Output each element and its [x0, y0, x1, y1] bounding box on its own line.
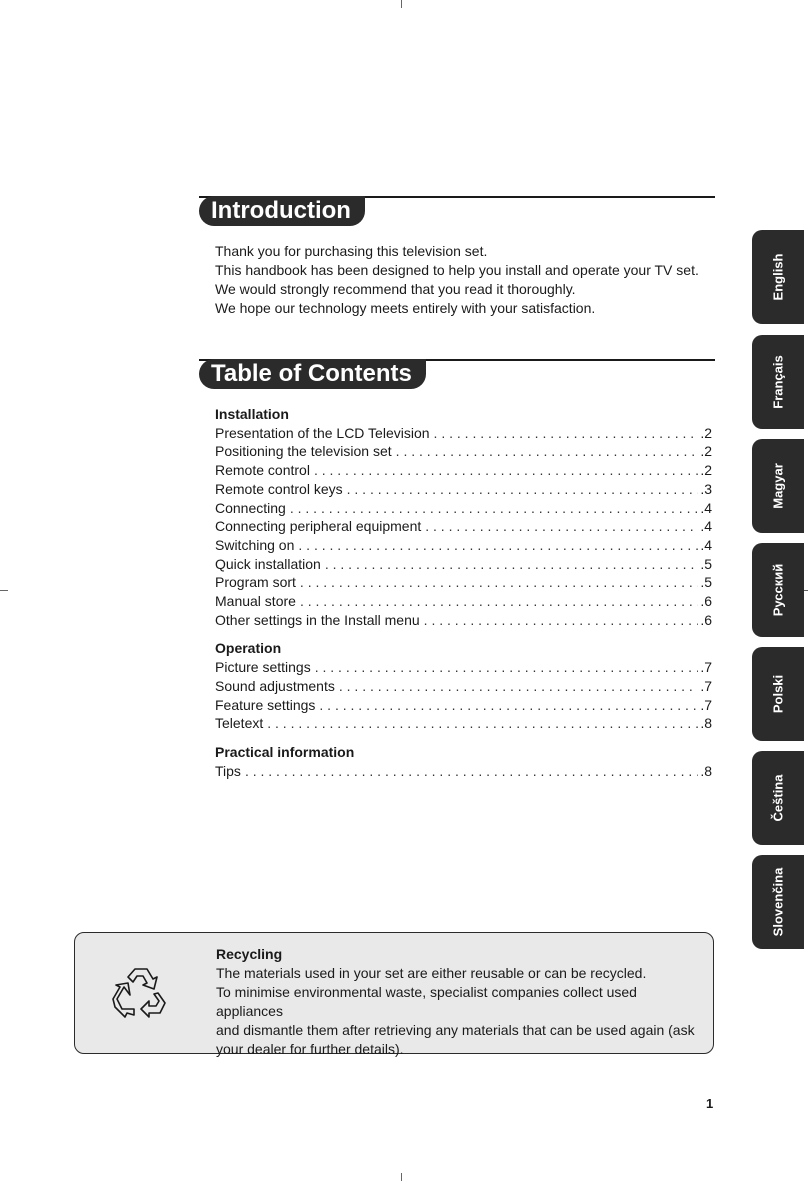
toc-entry-page: .4 [700, 499, 712, 516]
toc-entry-page: .8 [700, 715, 712, 732]
toc-header [199, 359, 715, 391]
tab-label: Čeština [770, 774, 786, 822]
tab-francais[interactable] [752, 335, 804, 429]
toc-entry-page: .2 [700, 443, 712, 460]
dot-leader [396, 442, 699, 461]
toc-entry[interactable] [215, 461, 712, 480]
dot-leader [300, 592, 698, 611]
toc-entry-label: Manual store [215, 593, 296, 610]
intro-line: This handbook has been designed to help you install and operate your TV set. [215, 262, 699, 278]
dot-leader [290, 499, 698, 518]
toc-entry[interactable] [215, 517, 712, 536]
toc-entry[interactable] [215, 762, 712, 781]
dot-leader [339, 677, 698, 696]
toc-heading: Table of Contents [199, 359, 426, 389]
dot-leader [315, 658, 699, 677]
toc-entry[interactable] [215, 658, 712, 677]
toc-entry-label: Teletext [215, 715, 264, 732]
toc-group-title: Installation [215, 406, 289, 422]
toc-group-practical-information [215, 743, 712, 780]
recycling-title: Recycling [216, 946, 283, 962]
toc-entry-page: .2 [700, 424, 712, 441]
toc-entry-page: .7 [700, 696, 712, 713]
intro-line: We would strongly recommend that you read it thoroughly. [215, 281, 576, 297]
tab-russian[interactable] [752, 543, 804, 637]
tab-label: Français [770, 355, 786, 409]
table-of-contents [215, 405, 712, 790]
toc-entry-page: .6 [700, 593, 712, 610]
toc-entry-label: Other settings in the Install menu [215, 611, 420, 628]
toc-entry-label: Tips [215, 762, 241, 779]
tab-magyar[interactable] [752, 439, 804, 533]
crop-mark [401, 1173, 402, 1181]
toc-entry-page: .3 [700, 480, 712, 497]
toc-entry-page: .2 [700, 462, 712, 479]
toc-entry-page: .5 [700, 555, 712, 572]
toc-entry-page: .7 [700, 659, 712, 676]
dot-leader [267, 714, 698, 733]
recycling-text [216, 945, 706, 1059]
recycling-line: To minimise environmental waste, specialist companies collect used appliances [216, 984, 637, 1019]
toc-entry[interactable] [215, 592, 712, 611]
tab-english[interactable] [752, 230, 804, 324]
tab-polski[interactable] [752, 647, 804, 741]
toc-group-operation [215, 639, 712, 733]
toc-entry-page: .8 [700, 762, 712, 779]
toc-entry-label: Program sort [215, 574, 296, 591]
toc-entry[interactable] [215, 677, 712, 696]
toc-entry[interactable] [215, 442, 712, 461]
dot-leader [300, 573, 698, 592]
toc-entry-label: Picture settings [215, 659, 311, 676]
toc-entry[interactable] [215, 499, 712, 518]
toc-group-title: Practical information [215, 743, 355, 760]
tab-label: Slovenčina [770, 867, 786, 937]
introduction-header [199, 196, 715, 228]
toc-entry-label: Connecting [215, 499, 286, 516]
toc-group-installation [215, 405, 712, 629]
intro-line: Thank you for purchasing this television set. [215, 243, 488, 259]
recycling-box [74, 932, 714, 1057]
toc-entry-label: Connecting peripheral equipment [215, 518, 422, 535]
dot-leader [325, 555, 698, 574]
recycling-line: The materials used in your set are either reusable or can be recycled. [216, 965, 647, 981]
toc-entry[interactable] [215, 480, 712, 499]
introduction-heading: Introduction [199, 196, 365, 226]
dot-leader [319, 696, 698, 715]
toc-entry-label: Switching on [215, 536, 295, 553]
toc-entry-label: Remote control keys [215, 480, 343, 497]
toc-entry-page: .5 [700, 574, 712, 591]
recycling-line: your dealer for further details). [216, 1041, 404, 1057]
toc-entry-page: .7 [700, 677, 712, 694]
tab-label: Polski [770, 674, 786, 714]
page-number: 1 [706, 1096, 714, 1111]
dot-leader [245, 762, 698, 781]
tab-label: English [770, 253, 786, 301]
recycling-line: and dismantle them after retrieving any materials that can be used again (ask [216, 1022, 695, 1038]
toc-entry[interactable] [215, 424, 712, 443]
toc-entry[interactable] [215, 555, 712, 574]
crop-mark [0, 590, 8, 591]
dot-leader [434, 424, 699, 443]
toc-entry-label: Presentation of the LCD Television [215, 424, 430, 441]
toc-entry[interactable] [215, 696, 712, 715]
toc-group-title: Operation [215, 640, 282, 657]
crop-mark [401, 0, 402, 8]
dot-leader [314, 461, 698, 480]
intro-line: We hope our technology meets entirely with your satisfaction. [215, 300, 596, 316]
dot-leader [425, 517, 698, 536]
toc-entry-label: Sound adjustments [215, 677, 335, 694]
toc-entry[interactable] [215, 714, 712, 733]
toc-entry-label: Remote control [215, 462, 310, 479]
toc-entry-label: Feature settings [215, 696, 316, 713]
recycle-icon [111, 967, 169, 1023]
introduction-text [215, 242, 715, 318]
toc-entry[interactable] [215, 536, 712, 555]
toc-entry-label: Positioning the television set [215, 443, 392, 460]
toc-entry[interactable] [215, 611, 712, 630]
tab-label: Русский [770, 563, 786, 617]
toc-entry-label: Quick installation [215, 555, 321, 572]
dot-leader [298, 536, 698, 555]
dot-leader [347, 480, 699, 499]
toc-entry-page: .4 [700, 518, 712, 535]
tab-label: Magyar [770, 463, 786, 509]
tab-slovencina[interactable] [752, 855, 804, 949]
toc-entry-page: .6 [700, 611, 712, 628]
tab-cestina[interactable] [752, 751, 804, 845]
toc-entry[interactable] [215, 573, 712, 592]
toc-entry-page: .4 [700, 536, 712, 553]
dot-leader [424, 611, 699, 630]
